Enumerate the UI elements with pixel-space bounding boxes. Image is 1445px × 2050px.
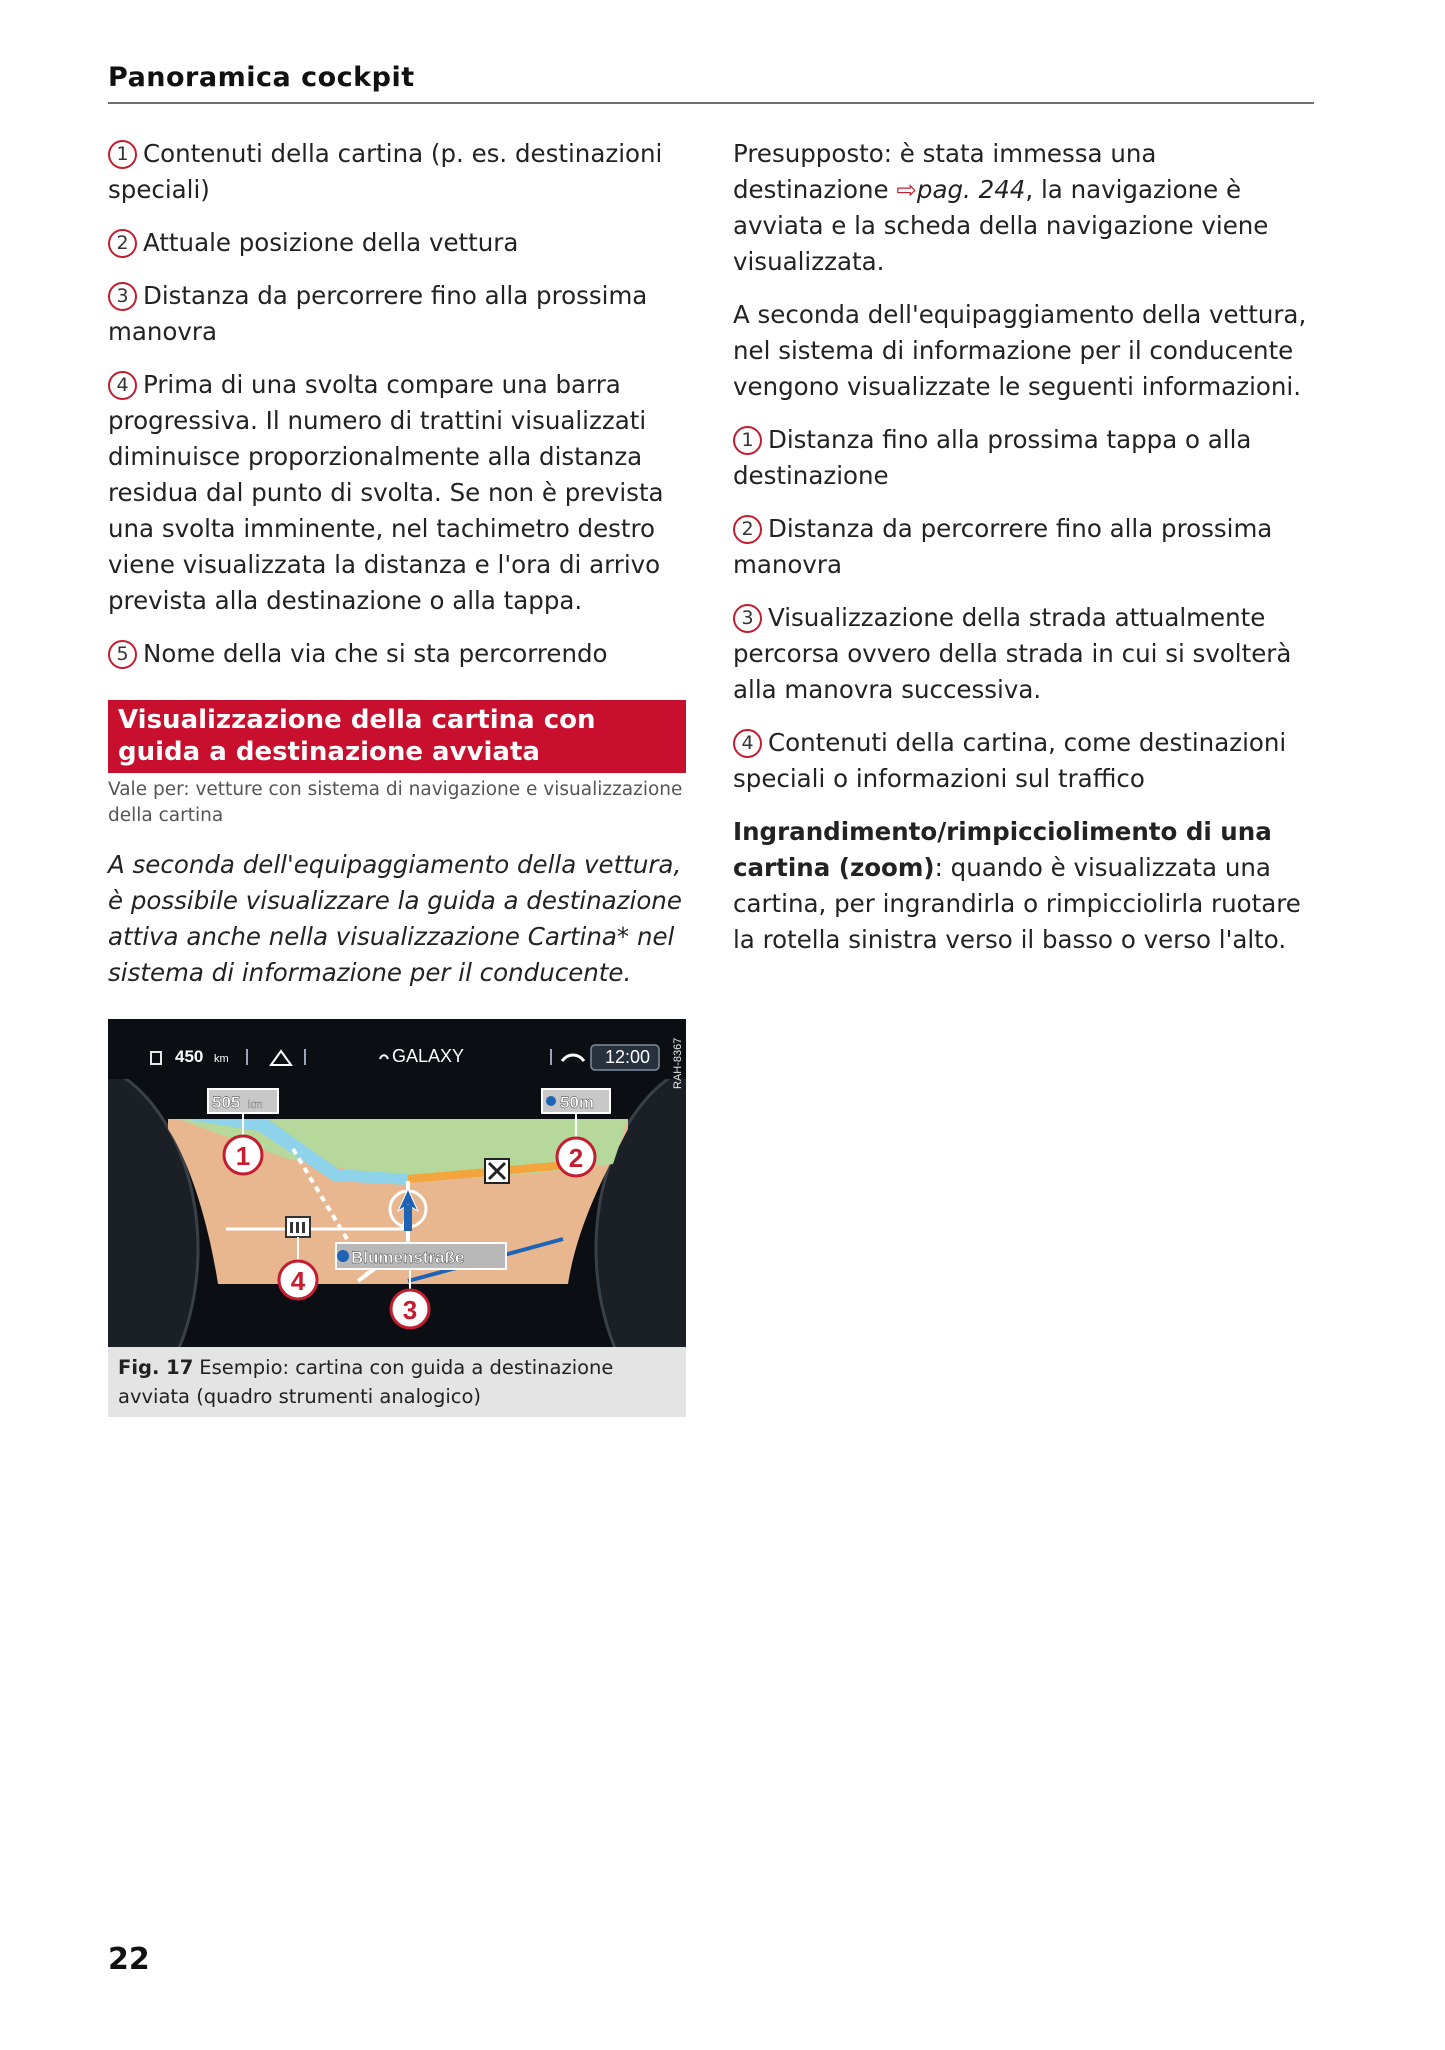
left-list-item-3: [108, 278, 686, 350]
left-list-item-2: [108, 225, 686, 261]
list-item-text: Contenuti della cartina, come destinazioni speciali o informazioni sul traffico: [733, 728, 1287, 793]
list-item-text: Prima di una svolta compare una barra progressiva. Il numero di trattini visualizzati diminuisce proporzionalmente alla distanza residua dal punto di svolta. Se non è prevista una svolta imminente, nel tachimetro destro viene visualizzata la distanza e l'ora di arrivo prevista alla destinazione o alla tappa.: [108, 370, 664, 615]
section-heading: Visualizzazione della cartina con guida a destinazione avviata: [108, 700, 686, 773]
list-item-text: Nome della via che si sta percorrendo: [143, 639, 608, 668]
left-list-item-4: [108, 367, 686, 619]
left-list-item-1: [108, 136, 686, 208]
page-number: 22: [108, 1942, 150, 1977]
prerequisite-text-end: , la navigazione è avviata e la scheda della navigazione viene visualizzata.: [733, 175, 1269, 276]
navigation-map-image: [108, 1019, 686, 1347]
callout-number: 4: [733, 729, 762, 758]
left-list-item-5: [108, 636, 686, 672]
callout-number: 3: [733, 604, 762, 633]
header-divider: [108, 102, 1314, 104]
callout-number: 2: [733, 515, 762, 544]
zoom-paragraph: [733, 814, 1315, 958]
right-list-item-2: [733, 511, 1315, 583]
distance-to-turn: 50m: [560, 1093, 595, 1112]
range-value: 450: [175, 1047, 204, 1066]
image-code: RAH-8367: [672, 1037, 684, 1089]
figure-caption-text: Esempio: cartina con guida a destinazione avviata (quadro strumenti analogico): [118, 1356, 614, 1408]
distance-unit: km: [248, 1099, 263, 1111]
list-item-text: Attuale posizione della vettura: [143, 228, 519, 257]
figure-label: Fig. 17: [118, 1356, 194, 1379]
callout-1: 1: [235, 1141, 251, 1171]
page-reference-link[interactable]: pag. 244: [916, 175, 1026, 204]
list-item-text: Distanza fino alla prossima tappa o alla destinazione: [733, 425, 1252, 490]
section-intro: A seconda dell'equipaggiamento della vettura, è possibile visualizzare la guida a destinazione attiva anche nella visualizzazione Cartina* nel sistema di informazione per il conducente.: [108, 850, 682, 987]
zoom-text: : quando è visualizzata una cartina, per ingrandirla o rimpicciolirla ruotare la rotella sinistra verso il basso o verso l'alto.: [733, 853, 1301, 954]
radio-station: GALAXY: [392, 1046, 465, 1066]
figure-caption: [108, 1347, 686, 1417]
list-item-text: Distanza da percorrere fino alla prossima manovra: [733, 514, 1273, 579]
prerequisite: [733, 136, 1315, 280]
reference-arrow-icon: ⇨: [896, 175, 917, 204]
right-list-item-3: [733, 600, 1315, 708]
prerequisite-text: Presupposto: è stata immessa una destinazione: [733, 139, 1157, 204]
distance-to-destination: 505: [212, 1093, 241, 1112]
page-header-title: Panoramica cockpit: [108, 62, 415, 93]
street-name: Blumenstraße: [351, 1248, 465, 1267]
callout-number: 1: [108, 140, 137, 169]
callout-number: 4: [108, 371, 137, 400]
right-list-item-1: [733, 422, 1315, 494]
clock: 12:00: [605, 1047, 651, 1067]
callout-number: 3: [108, 282, 137, 311]
callout-3: 3: [402, 1295, 418, 1325]
list-item-text: Distanza da percorrere fino alla prossima manovra: [108, 281, 648, 346]
left-column: [108, 136, 686, 1417]
zoom-heading: Ingrandimento/rimpicciolimento di una cartina (zoom): [733, 817, 1272, 882]
callout-2: 2: [568, 1143, 584, 1173]
range-unit: km: [214, 1053, 229, 1065]
applicability-note: Vale per: vetture con sistema di navigazione e visualizzazione della cartina: [108, 779, 683, 826]
callout-number: 5: [108, 640, 137, 669]
list-item-text: Contenuti della cartina (p. es. destinazioni speciali): [108, 139, 663, 204]
right-intro: A seconda dell'equipaggiamento della vettura, nel sistema di informazione per il conducente vengono visualizzate le seguenti informazioni.: [733, 300, 1307, 401]
callout-4: 4: [290, 1266, 306, 1296]
right-list-item-4: [733, 725, 1315, 797]
right-column: [733, 136, 1315, 975]
callout-number: 2: [108, 229, 137, 258]
figure: [108, 1019, 686, 1417]
list-item-text: Visualizzazione della strada attualmente percorsa ovvero della strada in cui si svolterà alla manovra successiva.: [733, 603, 1292, 704]
callout-number: 1: [733, 426, 762, 455]
